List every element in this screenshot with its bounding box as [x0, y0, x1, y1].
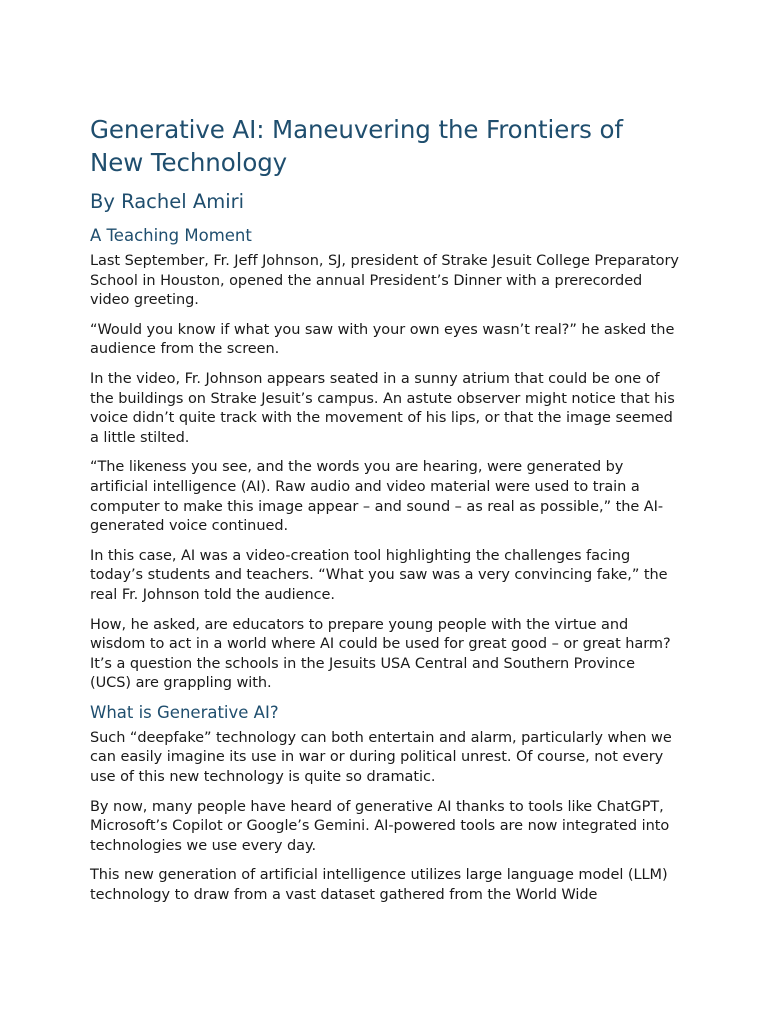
paragraph: Such “deepfake” technology can both entertain and alarm, particularly when we can easily imagine its use in war or during political unrest. Of course, not every use of this new technology is quite so dramatic. [90, 729, 672, 786]
paragraph: “The likeness you see, and the words you are hearing, were generated by artificial intelligence (AI). Raw audio and video material were used to train a computer to make this image appear – and sound – as real as possible,” the AI-generated voice continued. [90, 459, 664, 535]
paragraph: By now, many people have heard of generative AI thanks to tools like ChatGPT, Microsoft’s Copilot or Google’s Gemini. AI-powered tools are now integrated into technologies we use every day. [90, 798, 670, 854]
paragraph: In this case, AI was a video-creation tool highlighting the challenges facing today’s students and teachers. “What you saw was a very convincing fake,” the real Fr. Johnson told the audience. [90, 547, 668, 603]
paragraph: This new generation of artificial intelligence utilizes large language model (LLM) technology to draw from a vast dataset gathered from the World Wide [90, 867, 668, 904]
section-heading-what-is-generative-ai: What is Generative AI? [90, 702, 279, 722]
paragraph: “Would you know if what you saw with your own eyes wasn’t real?” he asked the audience from the screen. [90, 321, 675, 358]
paragraph: In the video, Fr. Johnson appears seated in a sunny atrium that could be one of the buildings on Strake Jesuit’s campus. An astute observer might notice that his voice didn’t quite track with the movement of his lips, or that the image seemed a little stilted. [90, 370, 675, 446]
article-title: Generative AI: Maneuvering the Frontiers of New Technology [90, 115, 623, 177]
paragraph: How, he asked, are educators to prepare young people with the virtue and wisdom to act in a world where AI could be used for great good – or great harm? It’s a question the schools in the Jesuits USA Central and Southern Province (UCS) are grappling with. [90, 616, 671, 692]
article-byline: By Rachel Amiri [90, 190, 245, 213]
document-page [90, 113, 680, 906]
section-heading-teaching-moment: A Teaching Moment [90, 226, 252, 245]
paragraph: Last September, Fr. Jeff Johnson, SJ, president of Strake Jesuit College Preparatory School in Houston, opened the annual President’s Dinner with a prerecorded video greeting. [90, 253, 679, 309]
